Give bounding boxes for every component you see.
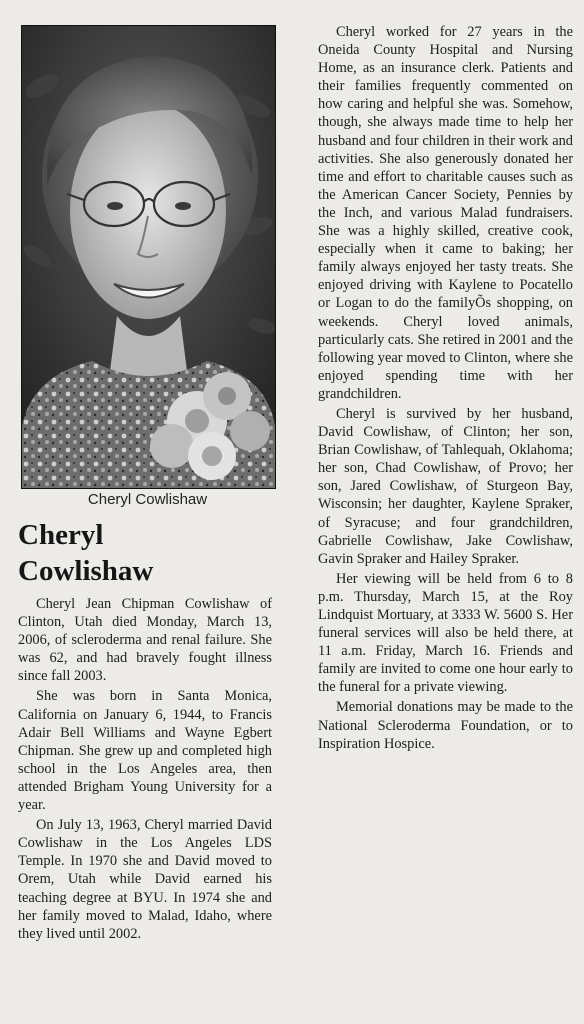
paragraph-career: Cheryl worked for 27 years in the Oneida County Hospital and Nursing Home, as an insurance clerk. Patients and their families frequently commented on how caring and helpful she was. Somehow, though, she always made time to help her husband and four children in their work and activities. She also generously donated her time and effort to charitable causes such as the American Cancer Society, Pennies by the Inch, and various Malad fundraisers. She was a highly skilled, creative cook, especially when it came to baking; her family always enjoyed her tasty treats. She enjoyed driving with Kaylene to Pocatello or Logan to do the familyÕs shopping, on weekends. Cheryl loved animals, particularly cats. She retired in 2001 and the following year moved to Clinton, where she enjoyed spending time with her grandchildren.	[318, 24, 573, 402]
title-first-name: Cheryl	[18, 519, 104, 551]
obituary-title	[18, 517, 278, 589]
paragraph-marriage: On July 13, 1963, Cheryl married David Cowlishaw in the Los Angeles LDS Temple. In 1970 she and David moved to Orem, Utah while David earned his teaching degree at BYU. In 1974 she and her family moved to Malad, Idaho, where they lived until 2002.	[18, 817, 272, 942]
paragraph-survivors: Cheryl is survived by her husband, David Cowlishaw, of Clinton; her son, Brian Cowlishaw, of Tahlequah, Oklahoma; her son, Chad Cowlishaw, of Provo; her son, Jared Cowlishaw, of Sturgeon Bay, Wisconsin; her daughter, Kaylene Spraker, of Syracuse; and four grandchildren, Gabrielle Cowlishaw, Jake Cowlishaw, Gavin Spraker and Hailey Spraker.	[318, 405, 573, 567]
portrait-photo	[21, 25, 276, 489]
paragraph-memorial: Memorial donations may be made to the National Scleroderma Foundation, or to Inspiration Hospice.	[318, 699, 573, 752]
title-last-name: Cowlishaw	[18, 555, 154, 587]
photo-caption: Cheryl Cowlishaw	[87, 491, 208, 508]
left-text-column	[18, 595, 272, 943]
right-text-column	[318, 23, 573, 753]
paragraph-death-notice: Cheryl Jean Chipman Cowlishaw of Clinton, Utah died Monday, March 13, 2006, of scleroderma and renal failure. She was 62, and had bravely fought illness since fall 2003.	[18, 596, 272, 685]
paragraph-services: Her viewing will be held from 6 to 8 p.m. Thursday, March 15, at the Roy Lindquist Mortuary, at 3333 W. 5600 S. Her funeral services will also be held there, at 11 a.m. Friday, March 16. Friends and family are invited to come one hour early to the funeral for a private viewing.	[318, 570, 573, 696]
paragraph-birth: She was born in Santa Monica, California on January 6, 1944, to Francis Adair Bell Williams and Wayne Egbert Chipman. She grew up and completed high school in the Los Angeles area, then attended Brigham Young University for a year.	[18, 688, 272, 814]
portrait-image	[22, 26, 275, 488]
